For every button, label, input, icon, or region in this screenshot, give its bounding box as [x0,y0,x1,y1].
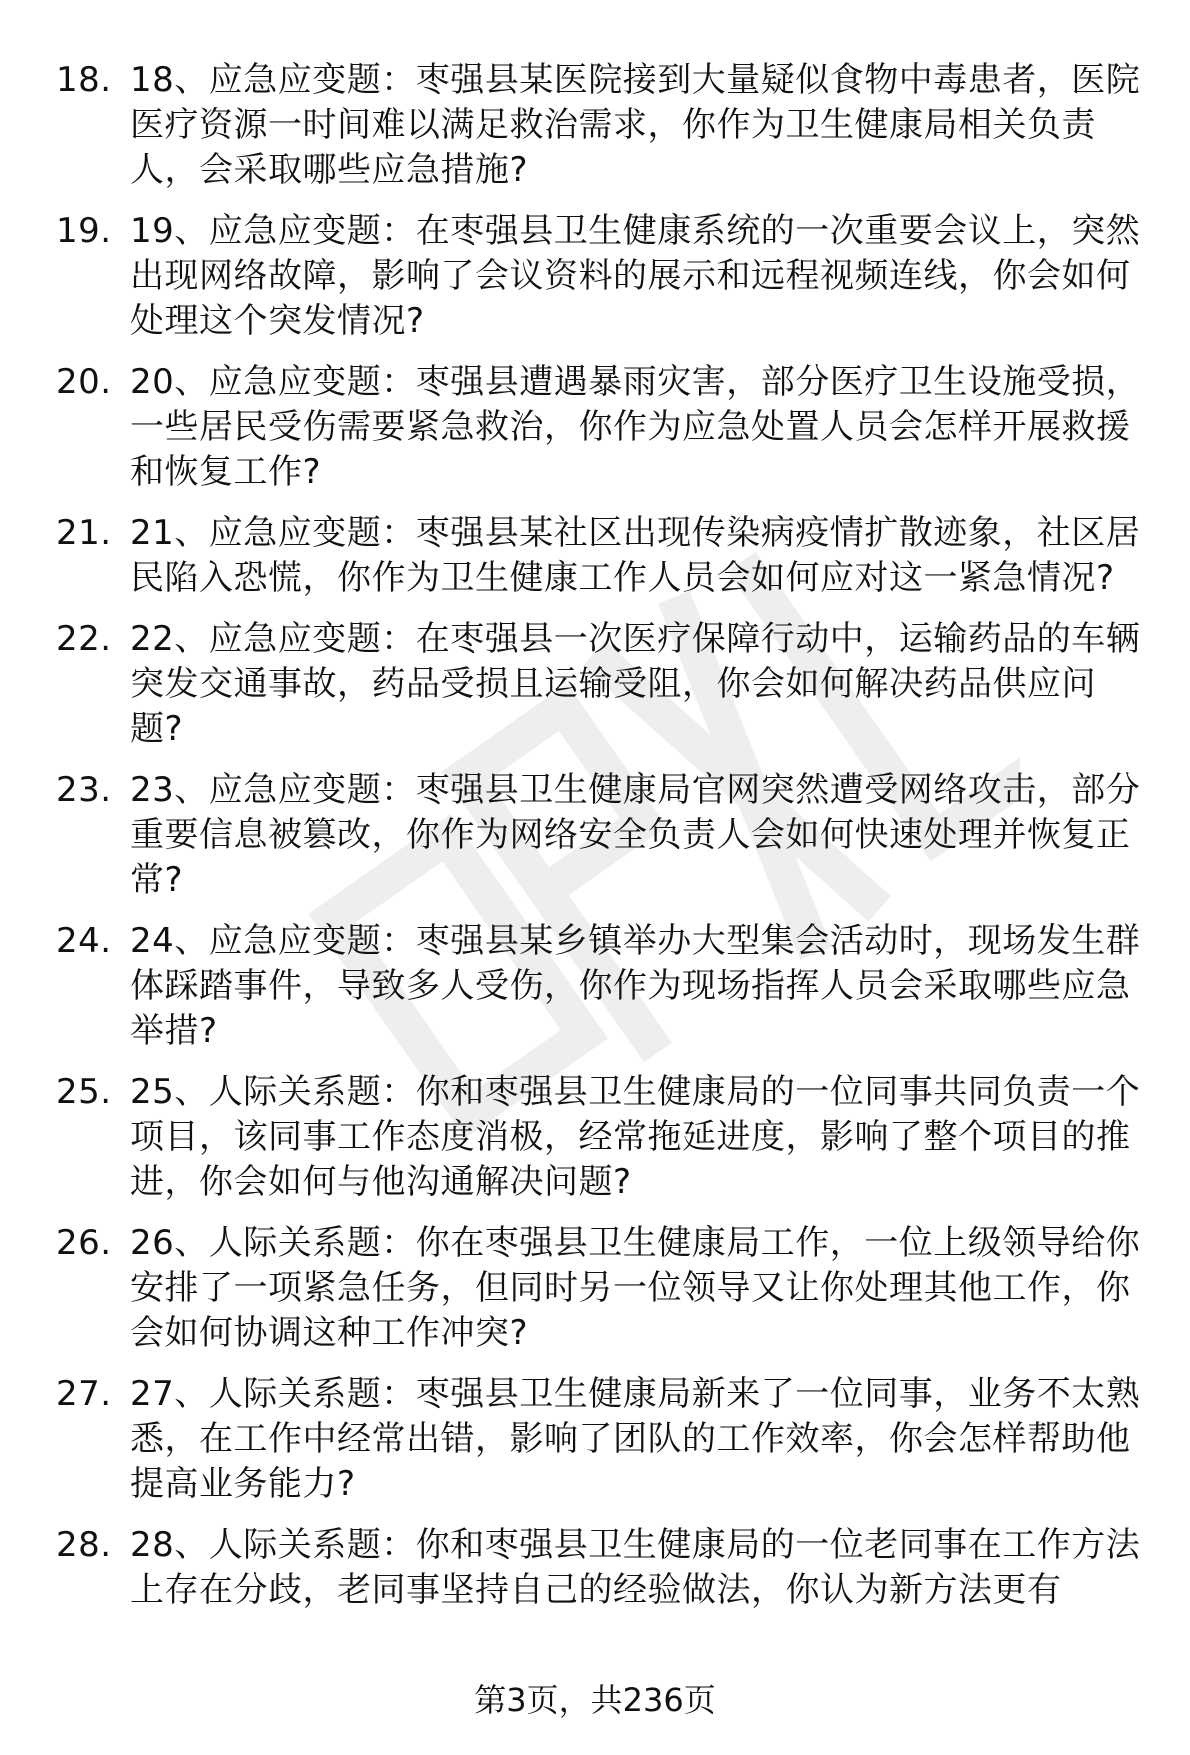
list-item [56,209,1146,344]
question-list [56,58,1146,1629]
item-number: 24. [56,921,112,961]
list-item [56,360,1146,495]
item-number: 27. [56,1374,112,1414]
list-item [56,1070,1146,1205]
item-text: 25、人际关系题：你和枣强县卫生健康局的一位同事共同负责一个项目，该同事工作态度消极，经常拖延进度，影响了整个项目的推进，你会如何与他沟通解决问题? [130,1072,1141,1202]
item-number: 23. [56,770,112,810]
item-text: 18、应急应变题：枣强县某医院接到大量疑似食物中毒患者，医院医疗资源一时间难以满足救治需求，你作为卫生健康局相关负责人，会采取哪些应急措施? [130,60,1141,190]
item-number: 26. [56,1223,112,1263]
list-item [56,1372,1146,1507]
item-number: 28. [56,1525,112,1565]
item-number: 20. [56,362,112,402]
item-number: 21. [56,513,112,553]
item-text: 28、人际关系题：你和枣强县卫生健康局的一位老同事在工作方法上存在分歧，老同事坚持自己的经验做法，你认为新方法更有 [130,1525,1141,1610]
page-number: 第3页，共236页 [474,1681,716,1719]
item-text: 26、人际关系题：你在枣强县卫生健康局工作，一位上级领导给你安排了一项紧急任务，但同时另一位领导又让你处理其他工作，你会如何协调这种工作冲突? [130,1223,1141,1353]
item-number: 19. [56,211,112,251]
list-item [56,617,1146,752]
list-item [56,768,1146,903]
item-text: 27、人际关系题：枣强县卫生健康局新来了一位同事，业务不太熟悉，在工作中经常出错，影响了团队的工作效率，你会怎样帮助他提高业务能力? [130,1374,1141,1504]
item-text: 19、应急应变题：在枣强县卫生健康系统的一次重要会议上，突然出现网络故障，影响了会议资料的展示和远程视频连线，你会如何处理这个突发情况? [130,211,1141,341]
item-text: 21、应急应变题：枣强县某社区出现传染病疫情扩散迹象，社区居民陷入恐慌，你作为卫生健康工作人员会如何应对这一紧急情况? [130,513,1141,598]
list-item [56,1221,1146,1356]
list-item [56,58,1146,193]
list-item [56,919,1146,1054]
list-item [56,511,1146,601]
item-text: 24、应急应变题：枣强县某乡镇举办大型集会活动时，现场发生群体踩踏事件，导致多人受伤，你作为现场指挥人员会采取哪些应急举措? [130,921,1141,1051]
item-number: 18. [56,60,112,100]
item-number: 22. [56,619,112,659]
item-text: 23、应急应变题：枣强县卫生健康局官网突然遭受网络攻击，部分重要信息被篡改，你作为网络安全负责人会如何快速处理并恢复正常? [130,770,1141,900]
list-item [56,1523,1146,1613]
item-text: 20、应急应变题：枣强县遭遇暴雨灾害，部分医疗卫生设施受损，一些居民受伤需要紧急救治，你作为应急处置人员会怎样开展救援和恢复工作? [130,362,1141,492]
item-number: 25. [56,1072,112,1112]
item-text: 22、应急应变题：在枣强县一次医疗保障行动中，运输药品的车辆突发交通事故，药品受损且运输受阻，你会如何解决药品供应问题? [130,619,1141,749]
